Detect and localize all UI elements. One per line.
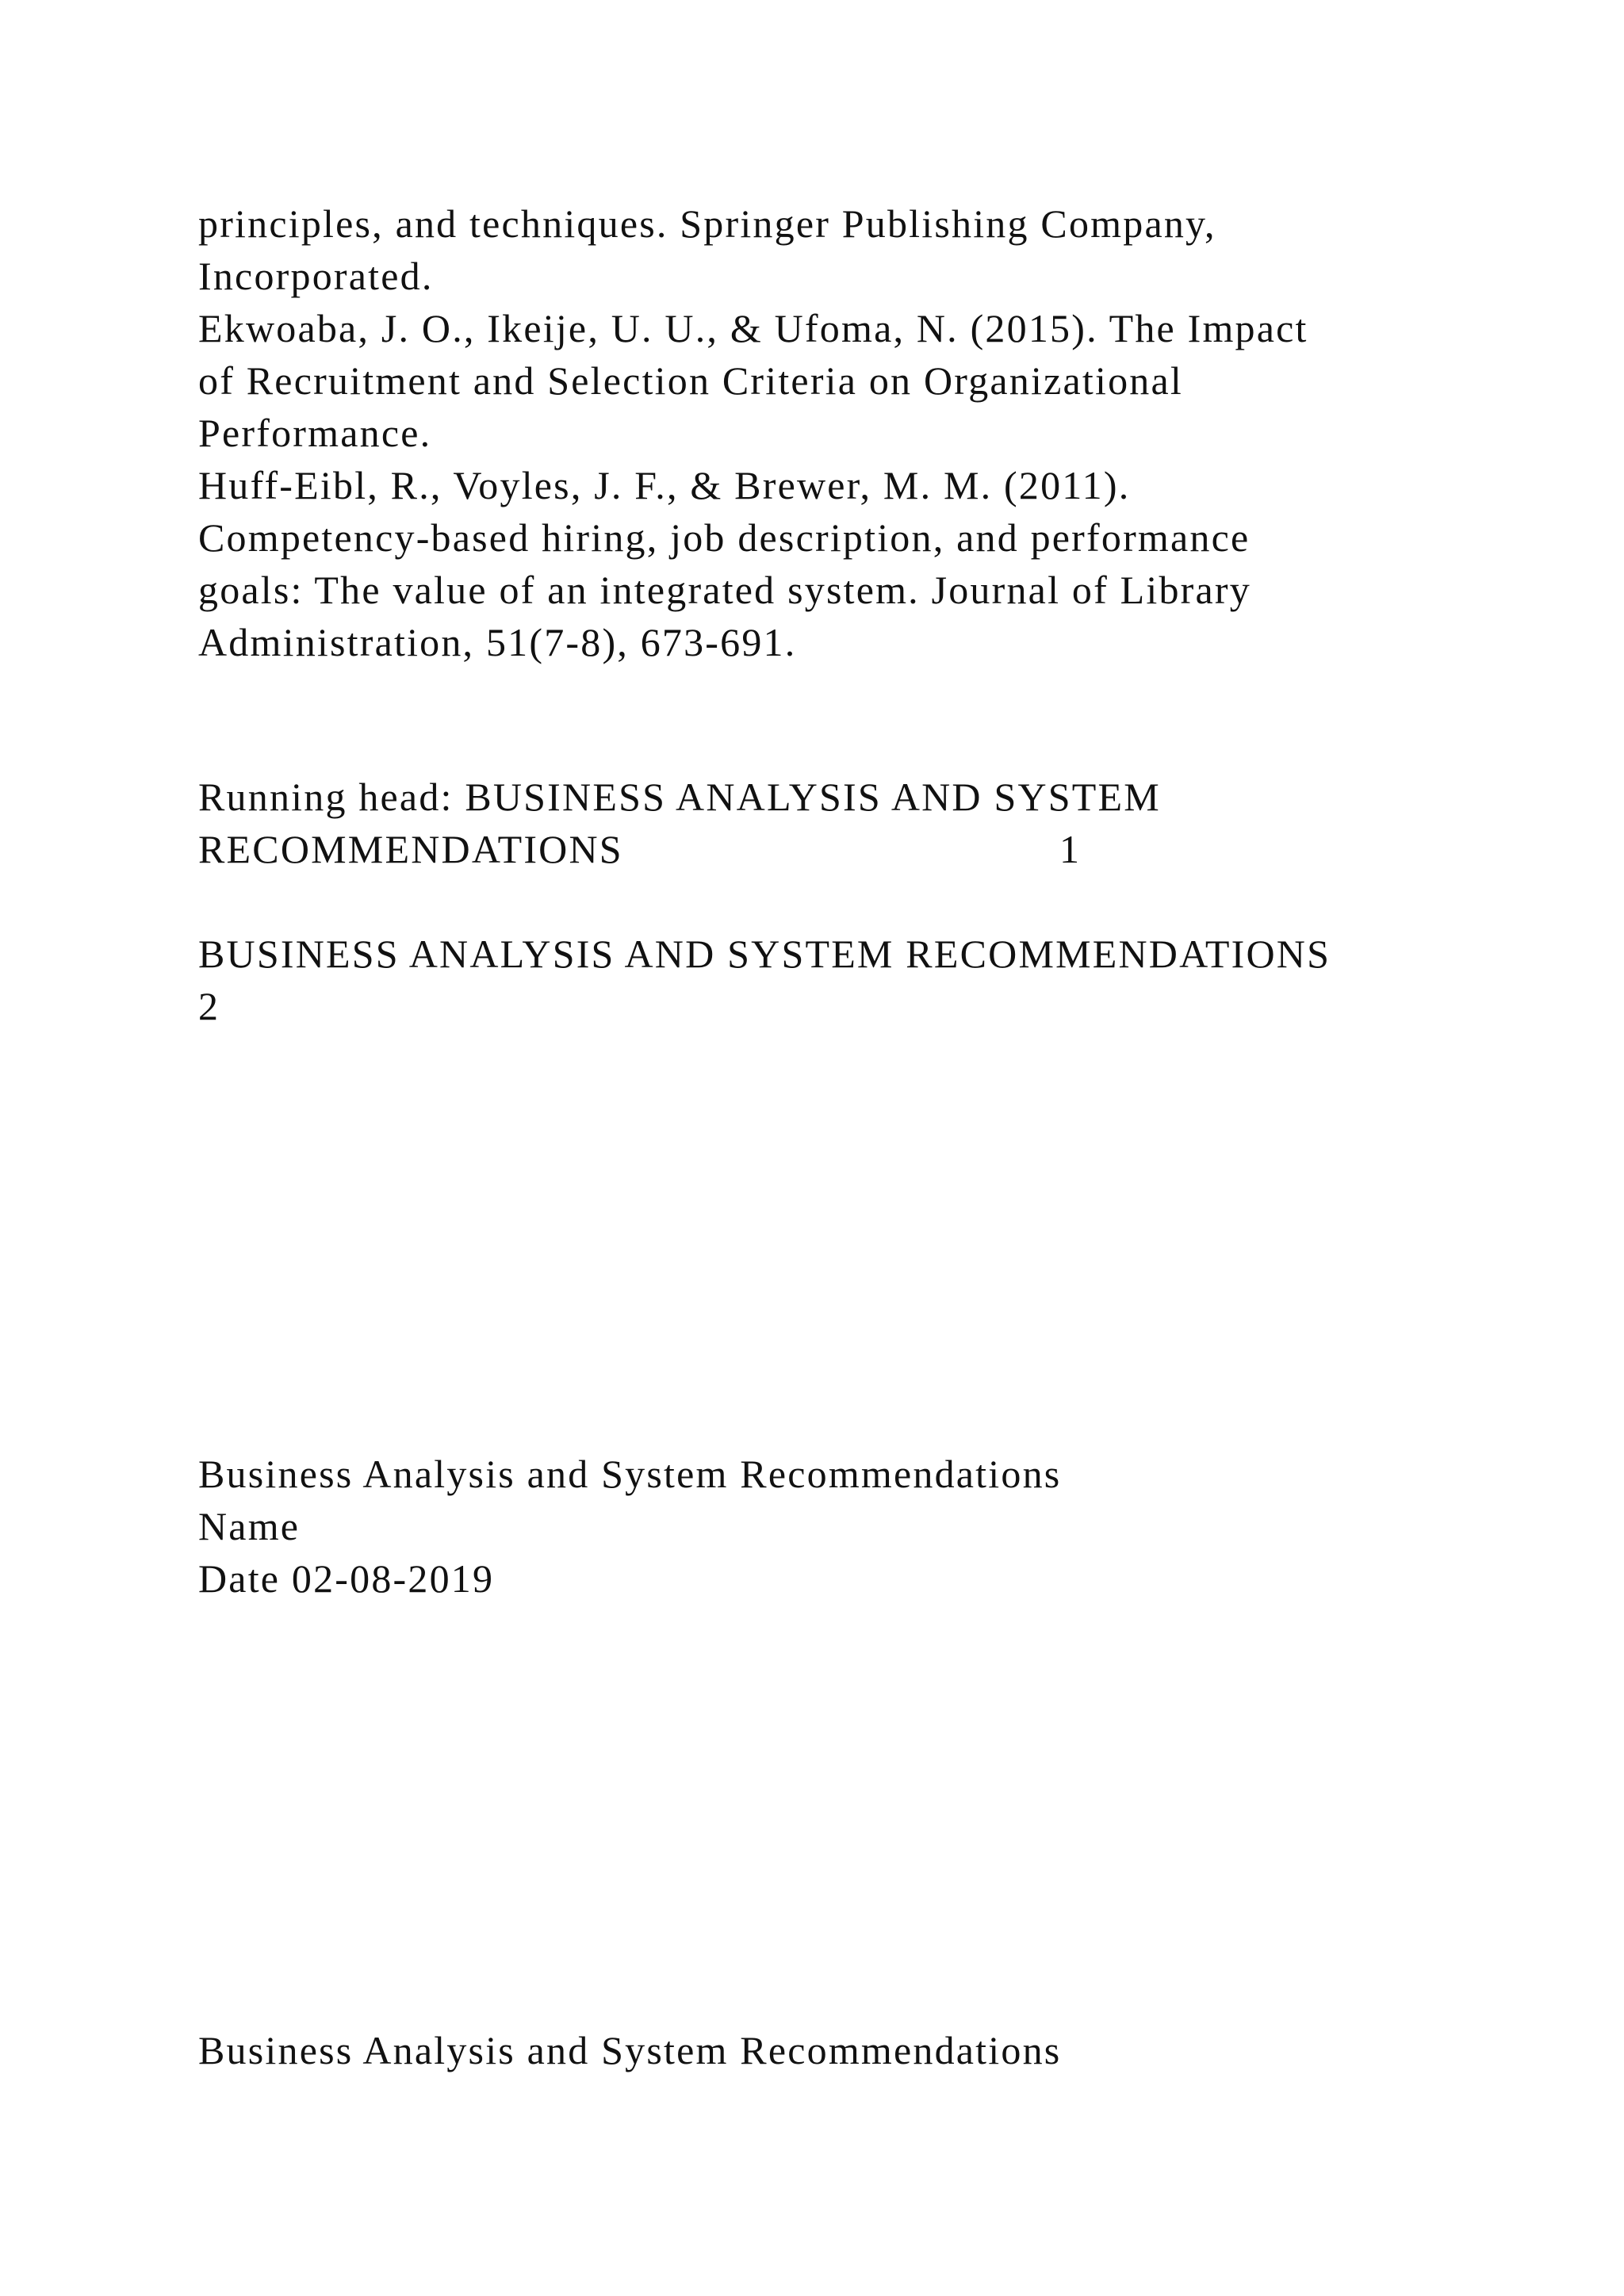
reference-line: Administration, 51(7-8), 673-691. <box>198 620 797 664</box>
reference-line: Performance. <box>198 411 432 455</box>
page-number: 1 <box>1059 827 1079 871</box>
page-header: BUSINESS ANALYSIS AND SYSTEM RECOMMENDATIONS <box>198 932 1331 976</box>
running-head-continued: RECOMMENDATIONS <box>198 827 623 871</box>
reference-line: Incorporated. <box>198 254 434 298</box>
document-date: Date 02-08-2019 <box>198 1556 495 1601</box>
reference-line: Ekwoaba, J. O., Ikeije, U. U., & Ufoma, N. (2015). The Impact <box>198 306 1308 350</box>
reference-line: principles, and techniques. Springer Publishing Company, <box>198 201 1216 246</box>
section-title: Business Analysis and System Recommendations <box>198 2028 1062 2072</box>
reference-line: Huff-Eibl, R., Voyles, J. F., & Brewer, M. M. (2011). <box>198 463 1131 507</box>
page-number: 2 <box>198 984 220 1028</box>
reference-line: Competency-based hiring, job description, and performance <box>198 515 1251 560</box>
running-head: Running head: BUSINESS ANALYSIS AND SYSTEM <box>198 775 1161 819</box>
reference-line: goals: The value of an integrated system. Journal of Library <box>198 568 1251 612</box>
reference-line: of Recruitment and Selection Criteria on Organizational <box>198 358 1183 403</box>
document-title: Business Analysis and System Recommendations <box>198 1452 1062 1496</box>
author-name: Name <box>198 1504 301 1548</box>
